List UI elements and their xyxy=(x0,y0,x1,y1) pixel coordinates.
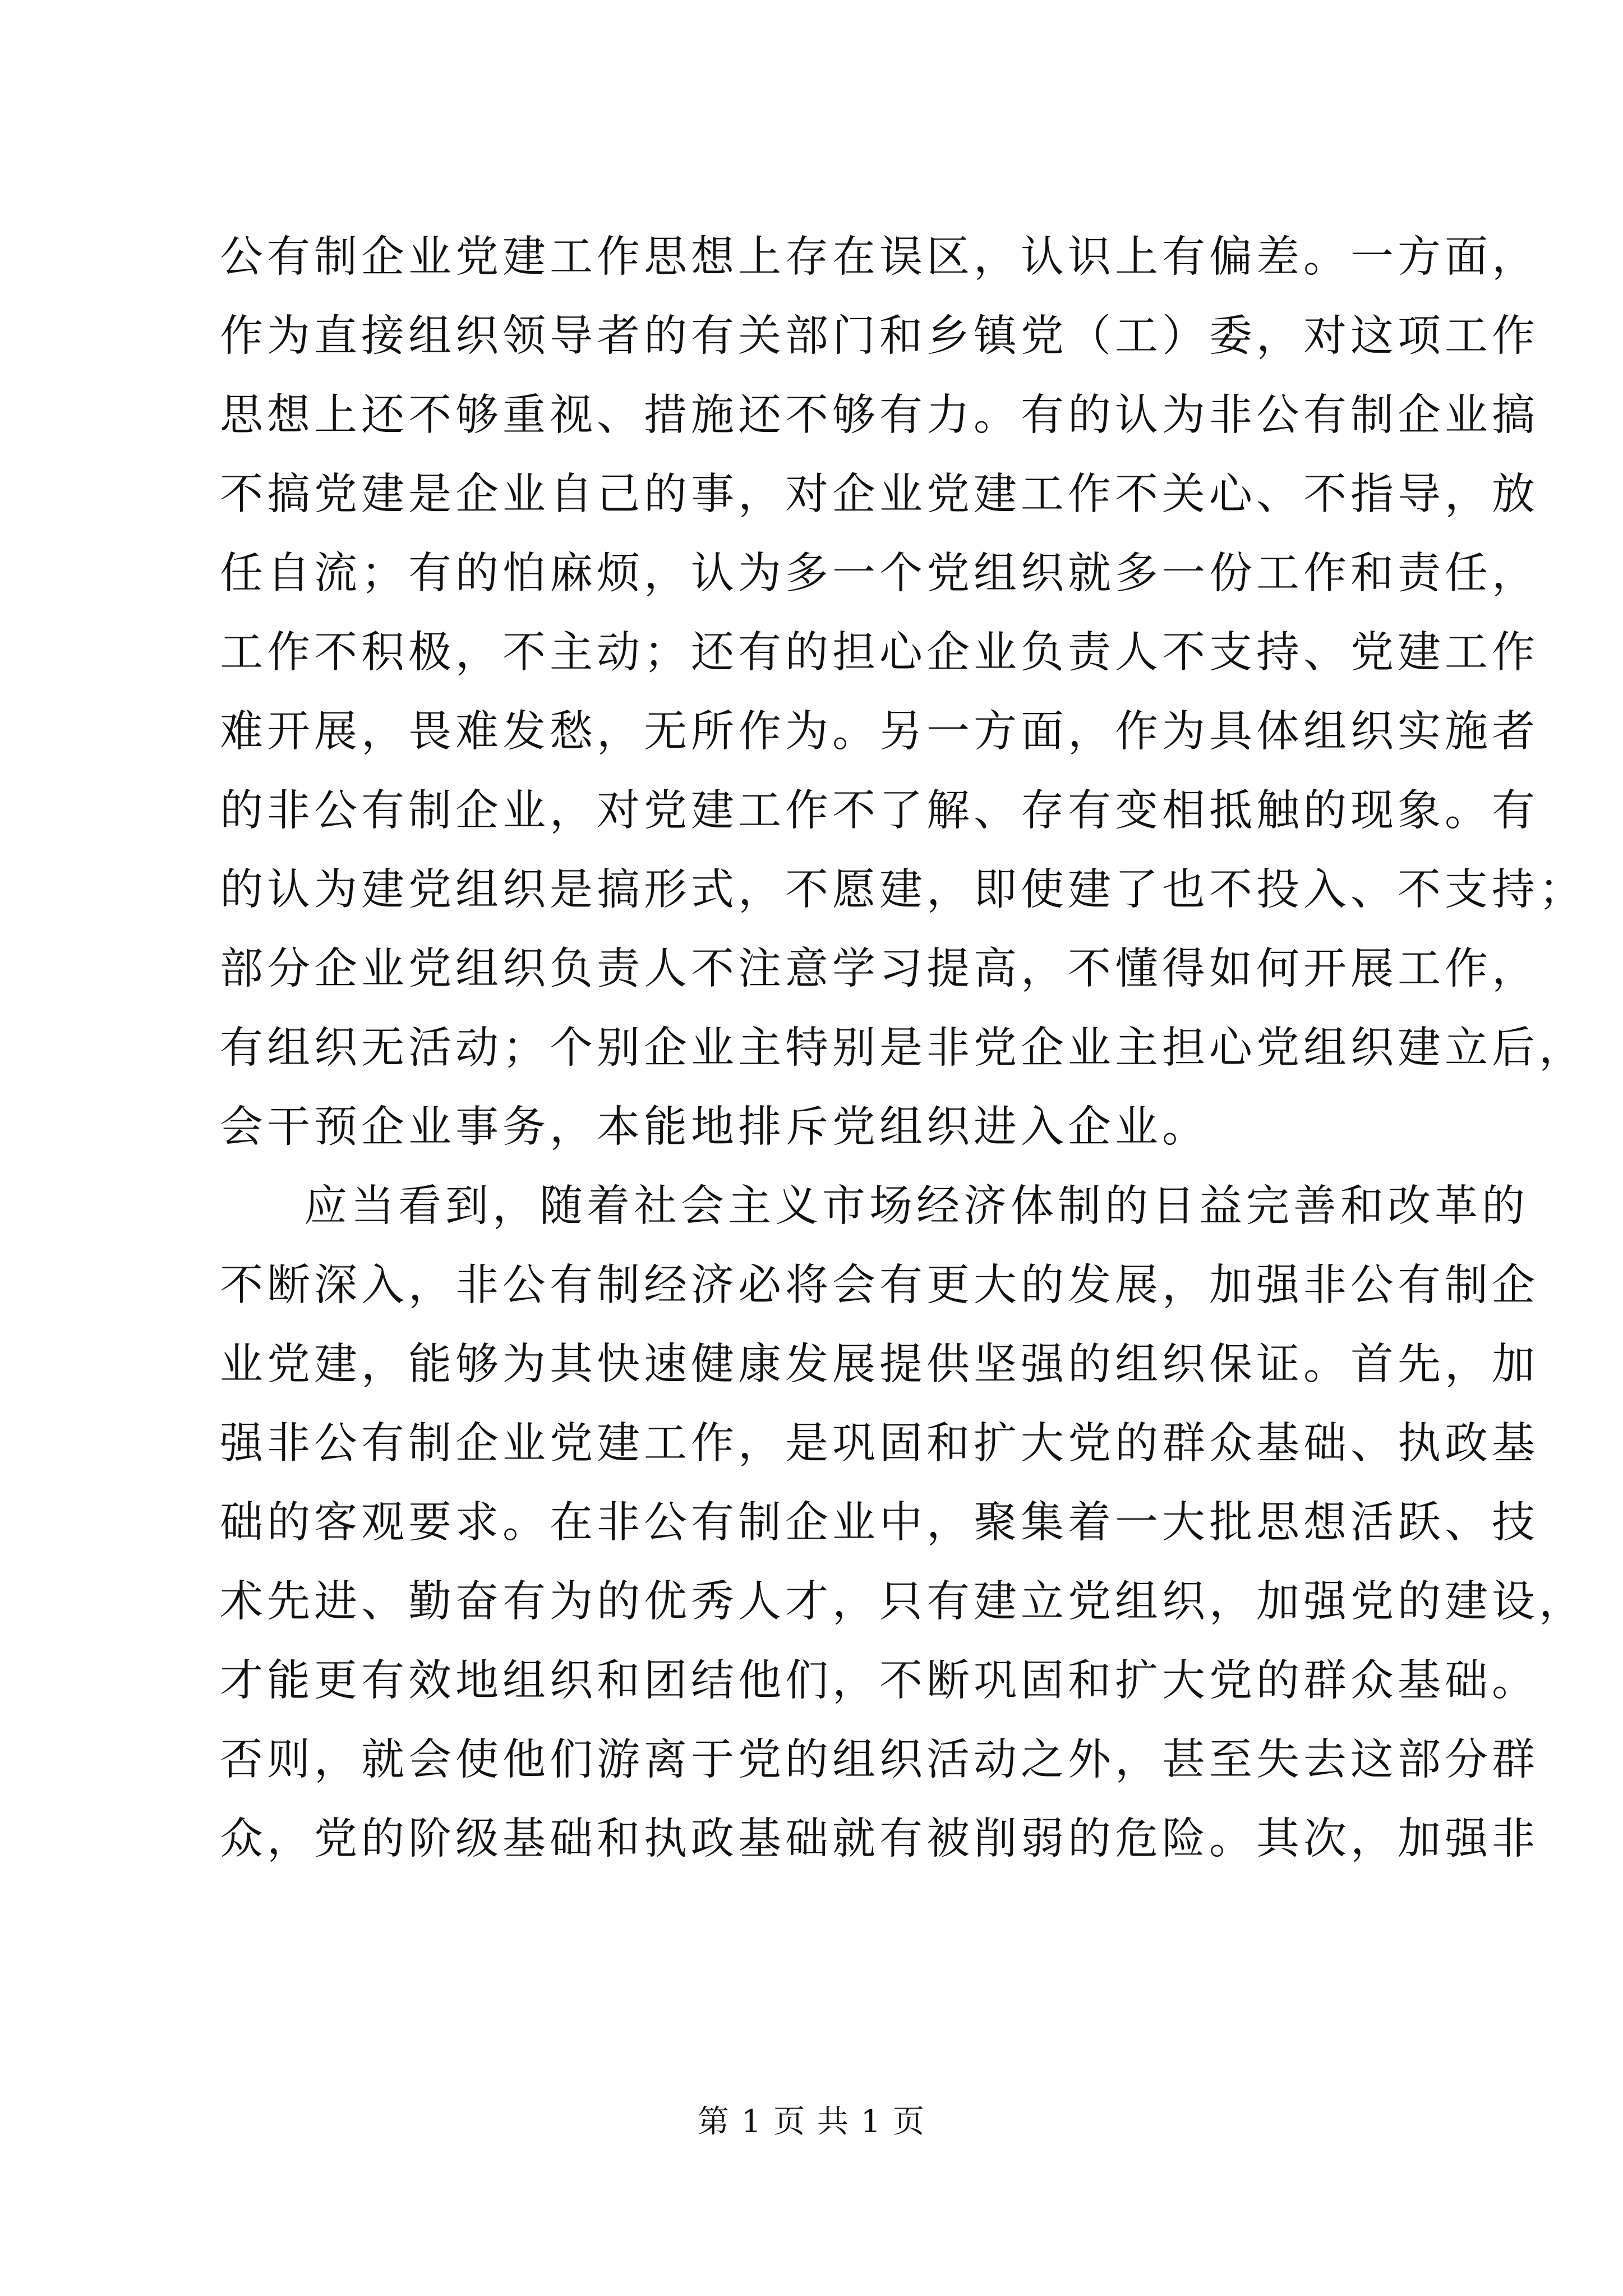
text-line: 思想上还不够重视、措施还不够有力。有的认为非公有制企业搞 xyxy=(220,390,1539,440)
text-line: 术先进、勤奋有为的优秀人才，只有建立党组织，加强党的建设， xyxy=(220,1577,1586,1627)
text-line: 部分企业党组织负责人不注意学习提高，不懂得如何开展工作， xyxy=(220,944,1539,994)
page-number-footer: 第 1 页 共 1 页 xyxy=(697,2104,926,2140)
text-line: 工作不积极，不主动；还有的担心企业负责人不支持、党建工作 xyxy=(220,628,1539,678)
body-text xyxy=(220,218,1586,1879)
text-line: 公有制企业党建工作思想上存在误区，认识上有偏差。一方面， xyxy=(220,232,1539,282)
text-line: 不搞党建是企业自己的事，对企业党建工作不关心、不指导，放 xyxy=(220,470,1539,519)
text-line: 才能更有效地组织和团结他们，不断巩固和扩大党的群众基础。 xyxy=(220,1656,1539,1706)
paragraph-first-line: 应当看到，随着社会主义市场经济体制的日益完善和改革的 xyxy=(304,1181,1529,1231)
text-line: 强非公有制企业党建工作，是巩固和扩大党的群众基础、执政基 xyxy=(220,1419,1539,1469)
text-line: 作为直接组织领导者的有关部门和乡镇党（工）委，对这项工作 xyxy=(220,311,1539,361)
text-line: 不断深入，非公有制经济必将会有更大的发展，加强非公有制企 xyxy=(220,1260,1539,1310)
text-line: 业党建，能够为其快速健康发展提供坚强的组织保证。首先，加 xyxy=(220,1340,1539,1389)
text-line: 础的客观要求。在非公有制企业中，聚集着一大批思想活跃、技 xyxy=(220,1498,1539,1548)
text-line: 有组织无活动；个别企业主特别是非党企业主担心党组织建立后， xyxy=(220,1023,1586,1073)
text-line: 的非公有制企业，对党建工作不了解、存有变相抵触的现象。有 xyxy=(220,786,1539,836)
text-line: 众，党的阶级基础和执政基础就有被削弱的危险。其次，加强非 xyxy=(220,1814,1539,1864)
text-line: 否则，就会使他们游离于党的组织活动之外，甚至失去这部分群 xyxy=(220,1735,1539,1785)
text-line: 任自流；有的怕麻烦，认为多一个党组织就多一份工作和责任， xyxy=(220,549,1539,599)
paragraph-last-line: 会干预企业事务，本能地排斥党组织进入企业。 xyxy=(220,1102,1209,1152)
text-line: 的认为建党组织是搞形式，不愿建，即使建了也不投入、不支持； xyxy=(220,865,1586,915)
text-line: 难开展，畏难发愁，无所作为。另一方面，作为具体组织实施者 xyxy=(220,707,1539,757)
